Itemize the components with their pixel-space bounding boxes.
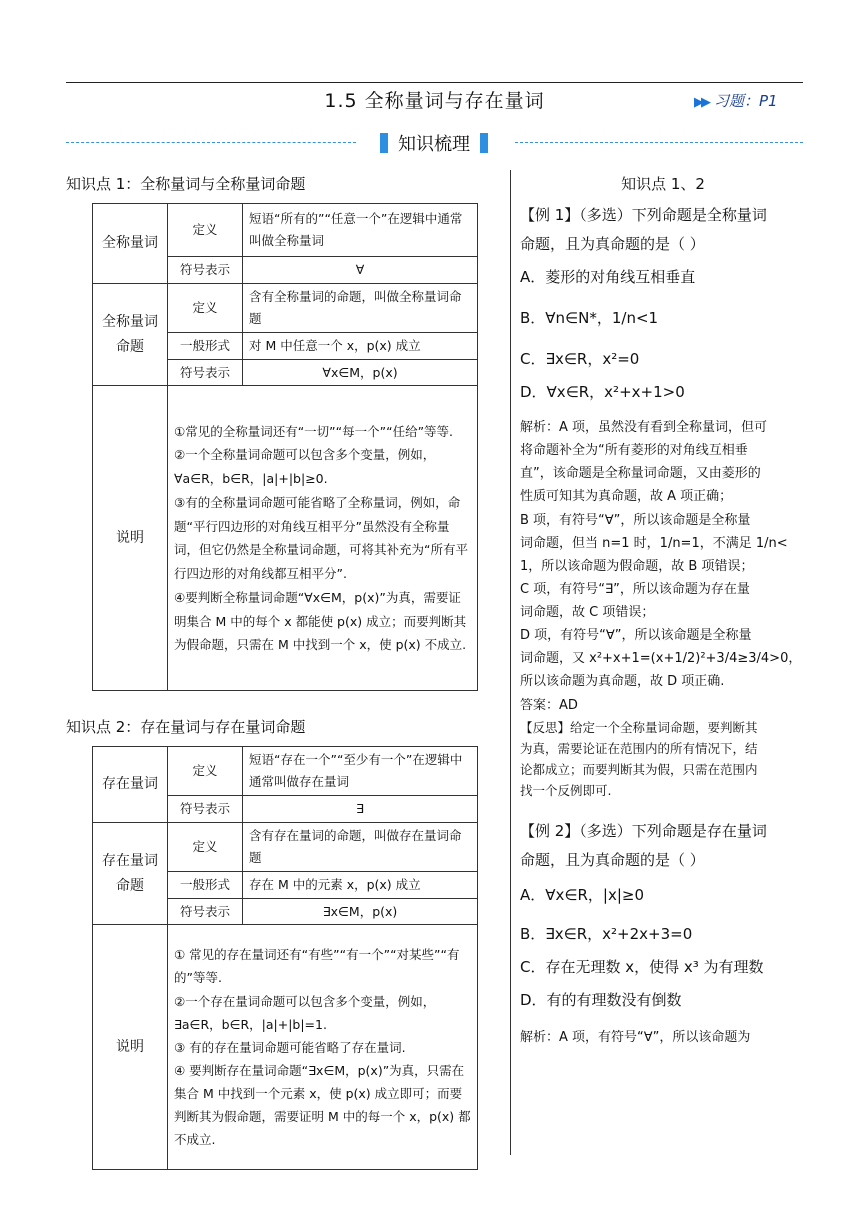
ex1-option-d: D．∀x∈R，x²+x+1>0 (520, 383, 685, 401)
def-label: 定义 (168, 747, 243, 796)
ex2-analysis: 解析：A 项，有符号“∀”，所以该命题为 (520, 1029, 751, 1045)
ex1-stem: 命题，且为真命题的是（ ） (520, 235, 705, 253)
table-existential (92, 746, 478, 1170)
analysis-line: 词命题，但当 n=1 时，1/n=1，不满足 1/n< (520, 535, 788, 551)
ex2-option-b: B．∃x∈R，x²+2x+3=0 (520, 924, 693, 943)
analysis-line: B 项，有符号“∀”，所以该命题是全称量 (520, 512, 751, 528)
right-heading: 知识点 1、2 (621, 175, 705, 193)
kp2-title: 知识点 2：存在量词与存在量词命题 (66, 718, 306, 736)
form-label: 一般形式 (168, 332, 243, 359)
analysis-line: C 项，有符号“∃”，所以该命题为存在量 (520, 581, 750, 597)
existential-prop-def: 含有存在量词的命题，叫做存在量词命题 (243, 822, 478, 871)
note-item: ③有的全称量词命题可能省略了全称量词，例如，命题“平行四边形的对角线互相平分”虽然没有全称量词，但它仍然是全称量词命题，可将其补充为“所有平行四边形的对角线都互相平分”. (174, 494, 468, 582)
existential-note-label: 说明 (93, 925, 168, 1170)
universal-prop-symbol: ∀x∈M，p(x) (243, 359, 478, 386)
universal-symbol: ∀ (243, 257, 478, 284)
universal-prop-label: 全称量词命题 (93, 283, 168, 386)
reflection-line: 为真，需要论证在范围内的所有情况下，结 (520, 740, 758, 756)
note-item: ④ 要判断存在量词命题“∃x∈M，p(x)”为真，只需在集合 M 中找到一个元素 x，使 p(x) 成立即可；而要判断其为假命题，需要证明 M 中的每一个 x，p(x) 都不成立. (174, 1062, 471, 1148)
note-item: ②一个全称量词命题可以包含多个变量，例如，∀a∈R，b∈R，|a|+|b|≥0. (174, 447, 436, 487)
existential-quantifier-def: 短语“存在一个”“至少有一个”在逻辑中通常叫做存在量词 (243, 747, 478, 796)
ex2-stem: 【例 2】（多选）下列命题是存在量词 (520, 821, 767, 840)
double-arrow-icon: ▶▶ (694, 95, 708, 110)
section-heading: 知识梳理 (370, 130, 498, 156)
def-label: 定义 (168, 204, 243, 257)
bar-icon (480, 133, 488, 153)
note-item: ④要判断全称量词命题“∀x∈M，p(x)”为真，需要证明集合 M 中的每个 x 都能使 p(x) 成立；而要判断其为假命题，只需在 M 中找到一个 x，使 p(x) 不成立. (174, 589, 467, 653)
reflection-line: 【反思】给定一个全称量词命题，要判断其 (520, 719, 758, 735)
universal-quantifier-label: 全称量词 (93, 204, 168, 284)
analysis-line: 直”，该命题是全称量词命题，又由菱形的 (520, 466, 761, 482)
ex1-option-a: A．菱形的对角线互相垂直 (520, 268, 696, 286)
header-rule (66, 82, 803, 83)
ex2-option-d: D．有的有理数没有倒数 (520, 990, 682, 1009)
symbol-label: 符号表示 (168, 359, 243, 386)
def-label: 定义 (168, 283, 243, 332)
right-column (520, 173, 806, 1045)
section-divider-left (66, 142, 356, 143)
symbol-label: 符号表示 (168, 796, 243, 823)
bar-icon (380, 133, 388, 153)
symbol-label: 符号表示 (168, 257, 243, 284)
existential-prop-label: 存在量词命题 (93, 822, 168, 925)
analysis-line: 所以该命题为真命题，故 D 项正确. (520, 674, 725, 690)
answer: 答案：AD (520, 697, 578, 713)
reflection-line: 找一个反例即可. (520, 783, 612, 799)
existential-prop-form: 存在 M 中的元素 x，p(x) 成立 (243, 871, 478, 898)
universal-note-label: 说明 (93, 386, 168, 691)
ex1-option-c: C．∃x∈R，x²=0 (520, 350, 640, 368)
exercise-link[interactable]: ▶▶ 习题：P1 (694, 92, 778, 110)
table-universal (92, 203, 478, 691)
note-item: ③ 有的存在量词命题可能省略了存在量词. (174, 1039, 406, 1055)
analysis-line: 将命题补全为“所有菱形的对角线互相垂 (520, 443, 748, 459)
section-divider-right (515, 142, 803, 143)
existential-symbol: ∃ (243, 796, 478, 823)
page-title: 1.5 全称量词与存在量词 (324, 90, 545, 112)
analysis-line: D 项，有符号“∀”，所以该命题是全称量 (520, 628, 752, 644)
note-item: ②一个存在量词命题可以包含多个变量，例如，∃a∈R，b∈R，|a|+|b|=1. (174, 993, 436, 1032)
analysis-line: 解析：A 项，虽然没有看到全称量词，但可 (520, 420, 768, 435)
column-divider (510, 170, 511, 1155)
existential-quantifier-label: 存在量词 (93, 747, 168, 823)
universal-prop-form: 对 M 中任意一个 x，p(x) 成立 (243, 332, 478, 359)
ex2-stem: 命题，且为真命题的是（ ） (520, 850, 705, 869)
ex2-option-c: C．存在无理数 x，使得 x³ 为有理数 (520, 957, 764, 976)
analysis-line: 性质可知其为真命题，故 A 项正确； (520, 489, 733, 505)
def-label: 定义 (168, 822, 243, 871)
universal-prop-def: 含有全称量词的命题，叫做全称量词命题 (243, 283, 478, 332)
analysis-line: 词命题，故 C 项错误； (520, 605, 655, 620)
form-label: 一般形式 (168, 871, 243, 898)
note-item: ① 常见的存在量词还有“有些”“有一个”“对某些”“有的”等等. (174, 947, 460, 986)
existential-prop-symbol: ∃x∈M，p(x) (243, 898, 478, 925)
ex1-stem: 【例 1】（多选）下列命题是全称量词 (520, 206, 767, 224)
note-item: ①常见的全称量词还有“一切”“每一个”“任给”等等. (174, 423, 454, 439)
universal-quantifier-def: 短语“所有的”“任意一个”在逻辑中通常叫做全称量词 (243, 204, 478, 257)
ex1-analysis (520, 416, 806, 717)
reflection-line: 论都成立；而要判断其为假，只需在范围内 (520, 762, 758, 778)
analysis-line: 词命题，又 x²+x+1=(x+1/2)²+3/4≥3/4>0， (520, 651, 802, 667)
analysis-line: 1，所以该命题为假命题，故 B 项错误； (520, 558, 754, 574)
universal-notes (168, 386, 478, 691)
ex1-option-b: B．∀n∈N*，1/n<1 (520, 309, 659, 327)
symbol-label: 符号表示 (168, 898, 243, 925)
ex2-option-a: A．∀x∈R，|x|≥0 (520, 885, 644, 904)
kp1-title: 知识点 1：全称量词与全称量词命题 (66, 175, 306, 193)
existential-notes (168, 925, 478, 1170)
ex1-reflection (520, 717, 806, 802)
